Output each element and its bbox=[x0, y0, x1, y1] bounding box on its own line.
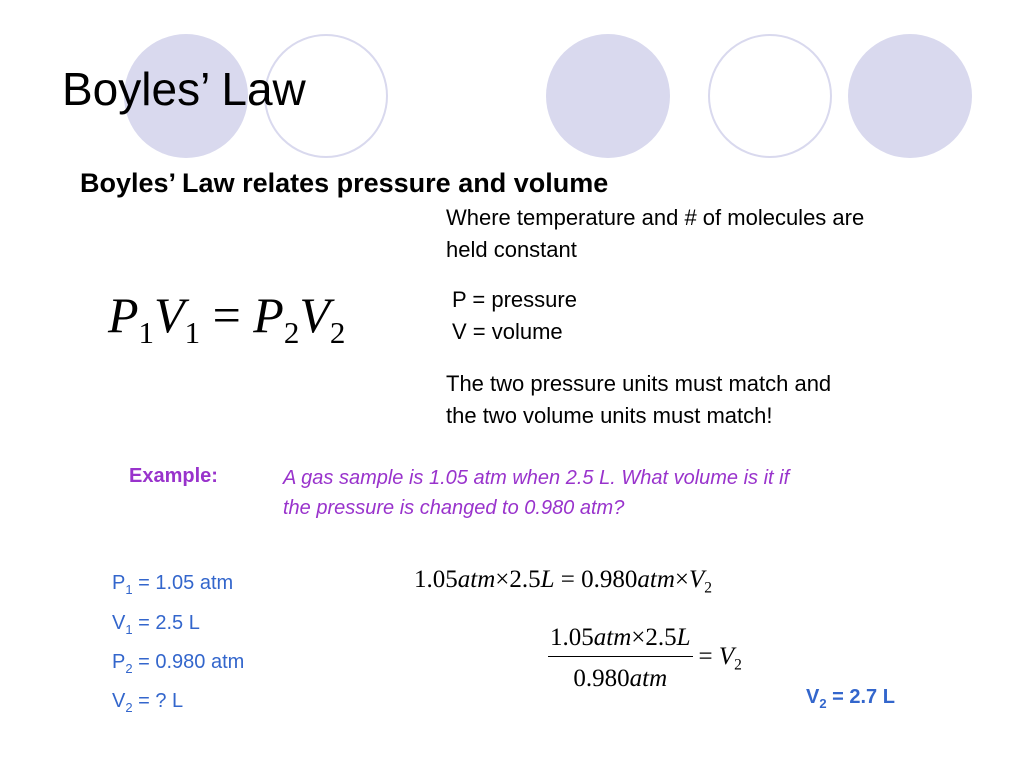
units-note-line-1: The two pressure units must match and bbox=[446, 371, 832, 396]
decor-circle-3 bbox=[546, 34, 670, 158]
substitution-equation: $1.05atm\times 2.5L = 0.980atm\times V_2$ bbox=[414, 566, 713, 597]
units-note bbox=[446, 368, 831, 432]
conditions-line-2: held constant bbox=[446, 237, 577, 262]
fraction-numerator: 1.05atm×2.5L bbox=[548, 624, 693, 657]
example-label: Example: bbox=[129, 465, 218, 487]
given-p2: $P_2 = 0.980$ atm bbox=[112, 651, 245, 676]
boyles-law-equation: $P_1V_1 = P_2V_2$ bbox=[108, 287, 346, 350]
decor-circle-5 bbox=[848, 34, 972, 158]
fraction-rhs: = $V_2$ bbox=[698, 642, 742, 674]
example-line-1: A gas sample is 1.05 atm when 2.5 L. What volume is it if bbox=[283, 467, 790, 489]
example-problem bbox=[283, 463, 789, 523]
units-note-line-2: the two volume units must match! bbox=[446, 403, 773, 428]
conditions-text bbox=[446, 202, 864, 266]
fraction-denominator: 0.980atm bbox=[573, 665, 668, 692]
slide-title: Boyles’ Law bbox=[62, 63, 306, 115]
decor-circle-4 bbox=[708, 34, 832, 158]
definition-volume: V = volume bbox=[452, 319, 563, 344]
solve-fraction bbox=[548, 624, 742, 693]
definitions bbox=[452, 284, 577, 348]
given-v2: $V_2$ = ? L bbox=[112, 690, 184, 715]
definition-pressure: P = pressure bbox=[452, 287, 577, 312]
conditions-line-1: Where temperature and # of molecules are bbox=[446, 205, 865, 230]
given-v1: $V_1 = 2.5$ L bbox=[112, 612, 200, 637]
answer: $V_2 = 2.7$ L bbox=[806, 686, 895, 711]
slide-subtitle: Boyles’ Law relates pressure and volume bbox=[80, 168, 609, 198]
given-p1: $P_1 = 1.05$ atm bbox=[112, 572, 234, 597]
example-line-2: the pressure is changed to 0.980 atm? bbox=[283, 497, 625, 519]
